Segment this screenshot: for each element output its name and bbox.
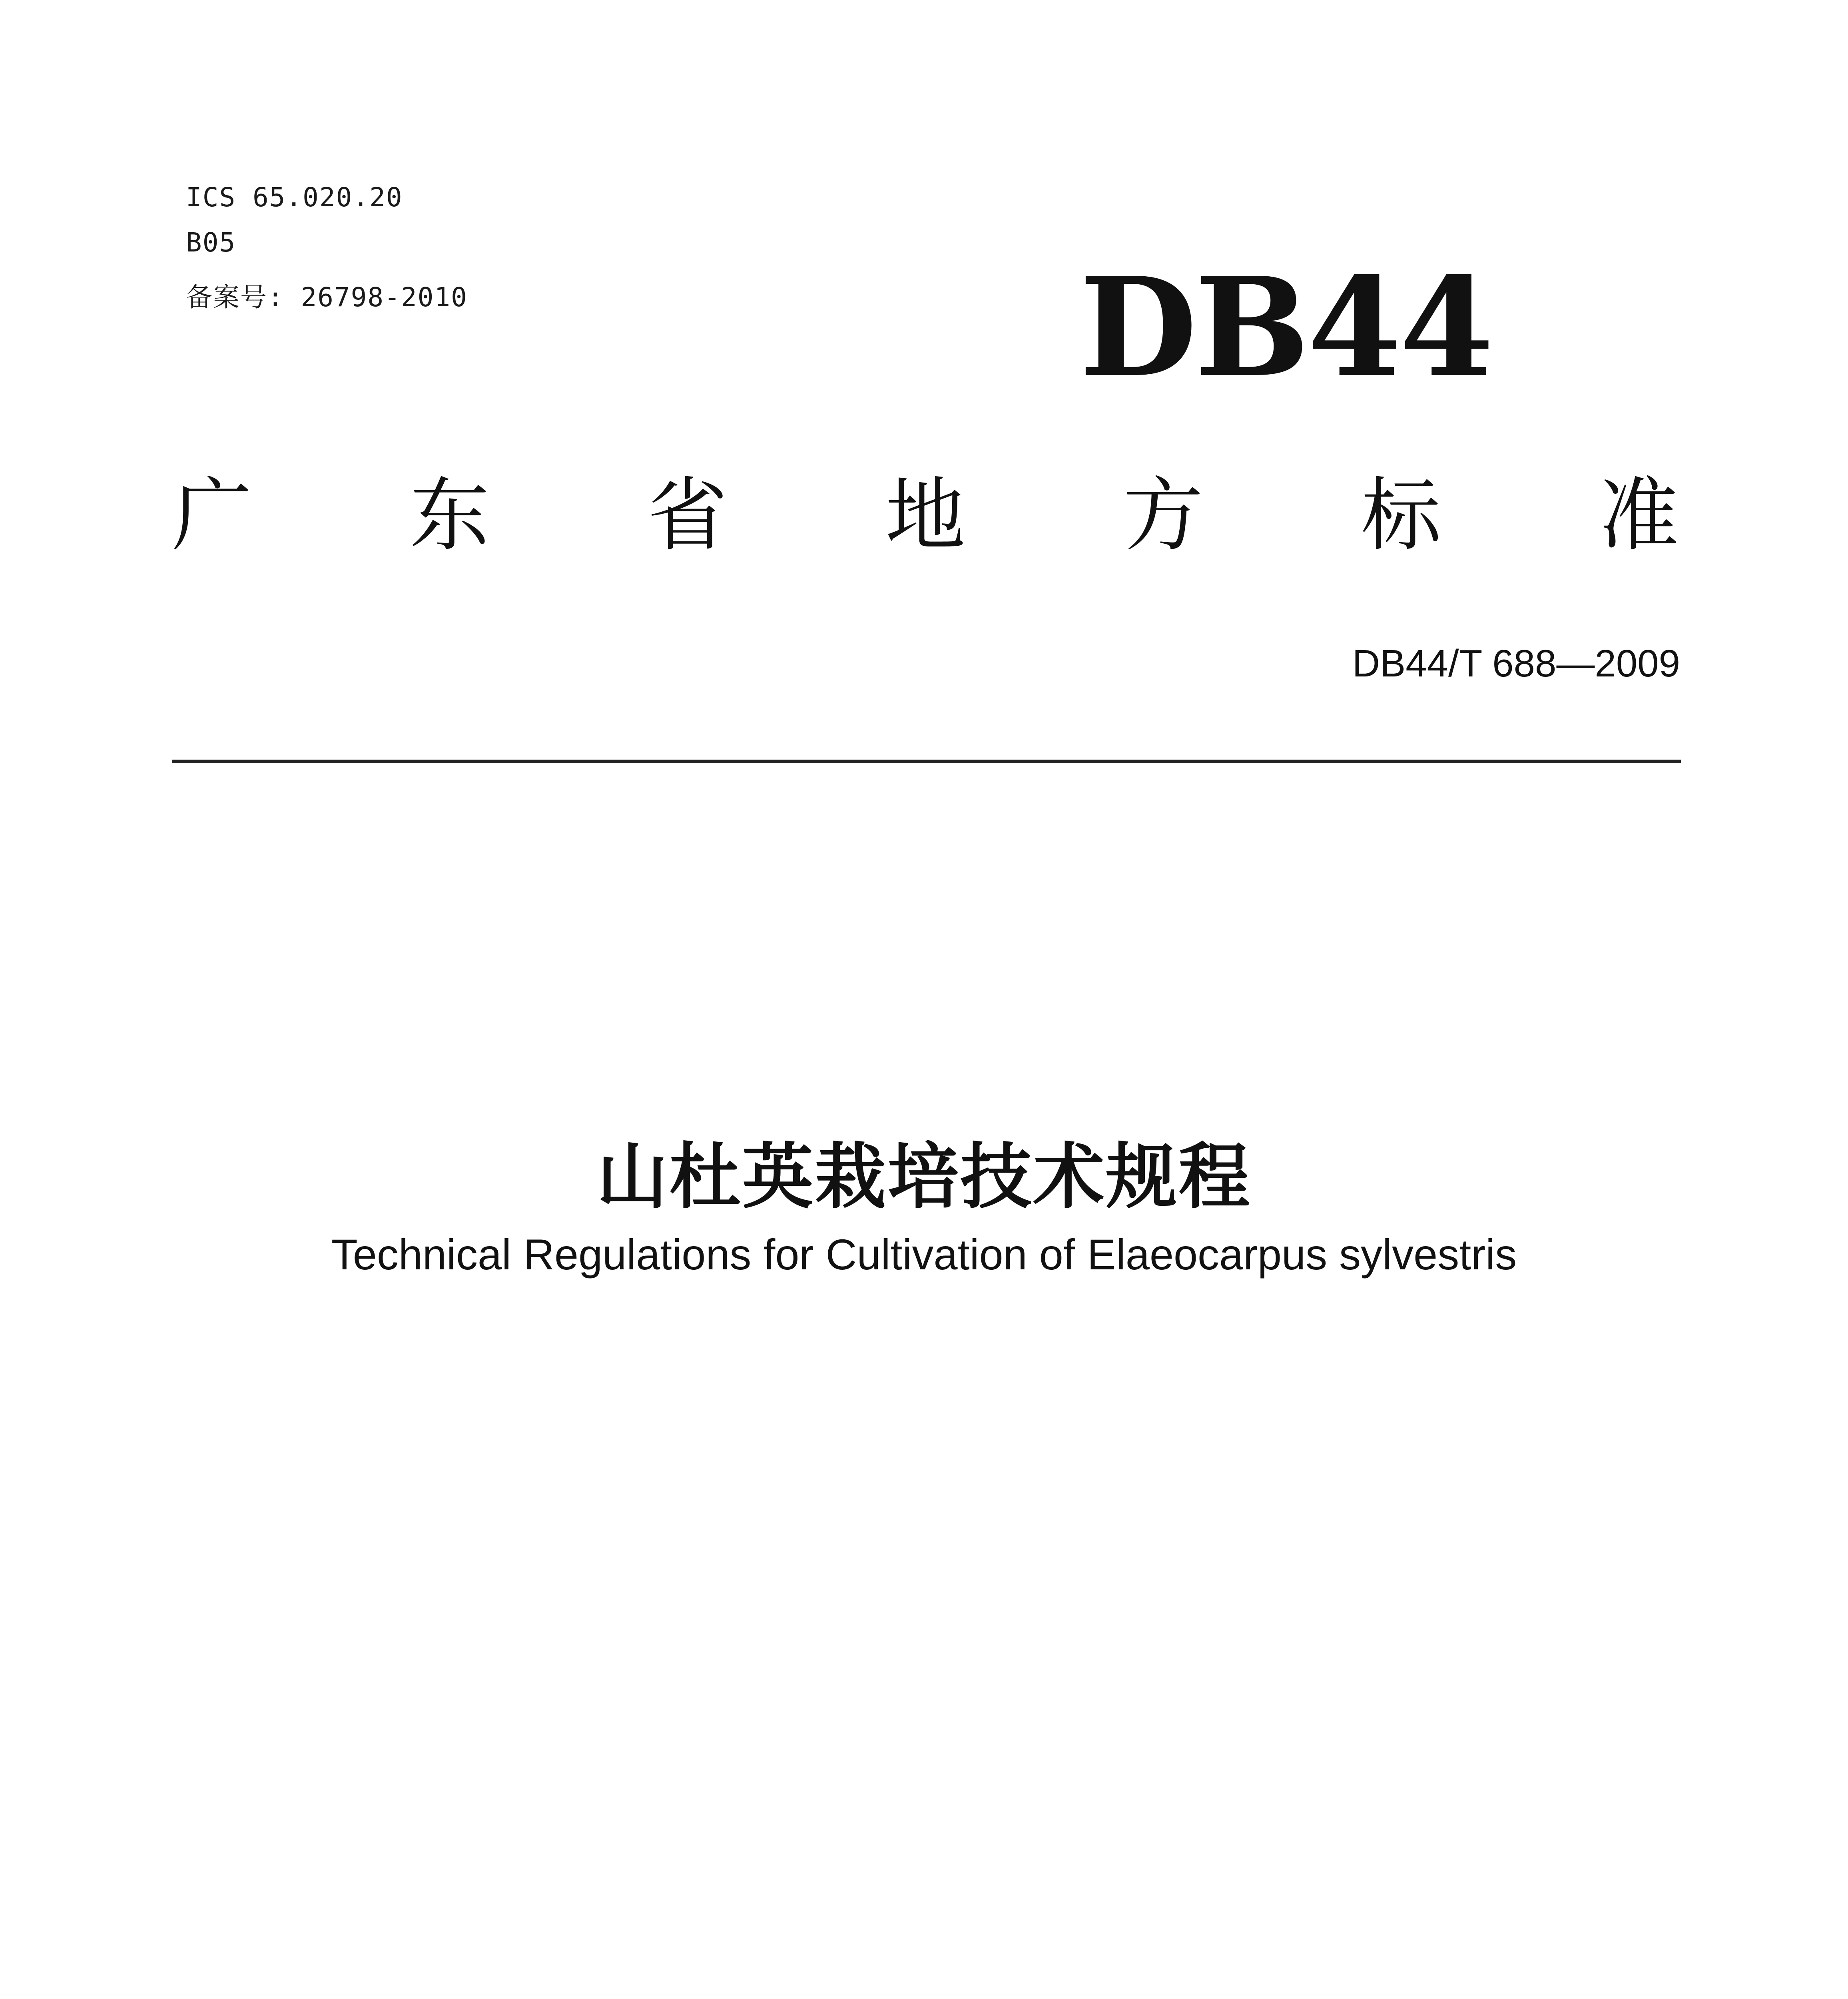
category-char: 方	[1123, 469, 1203, 562]
record-number: 备案号: 26798-2010	[186, 282, 468, 313]
ics-code: ICS 65.020.20	[186, 182, 403, 213]
standard-category	[172, 464, 1679, 568]
standard-number: DB44/T 688—2009	[1352, 642, 1680, 685]
category-char: 省	[647, 469, 728, 562]
ccs-code: B05	[186, 227, 236, 258]
category-char: 广	[172, 469, 252, 562]
title-english: Technical Regulations for Cultivation of Elaeocarpus sylvestris	[331, 1230, 1517, 1279]
category-char: 标	[1361, 469, 1441, 562]
category-char: 地	[885, 469, 965, 562]
title-chinese: 山杜英栽培技术规程	[596, 1135, 1252, 1218]
header-divider	[172, 760, 1681, 763]
category-char: 东	[409, 469, 490, 562]
category-char: 准	[1599, 469, 1679, 562]
db44-logo: DB44	[1079, 248, 1492, 407]
